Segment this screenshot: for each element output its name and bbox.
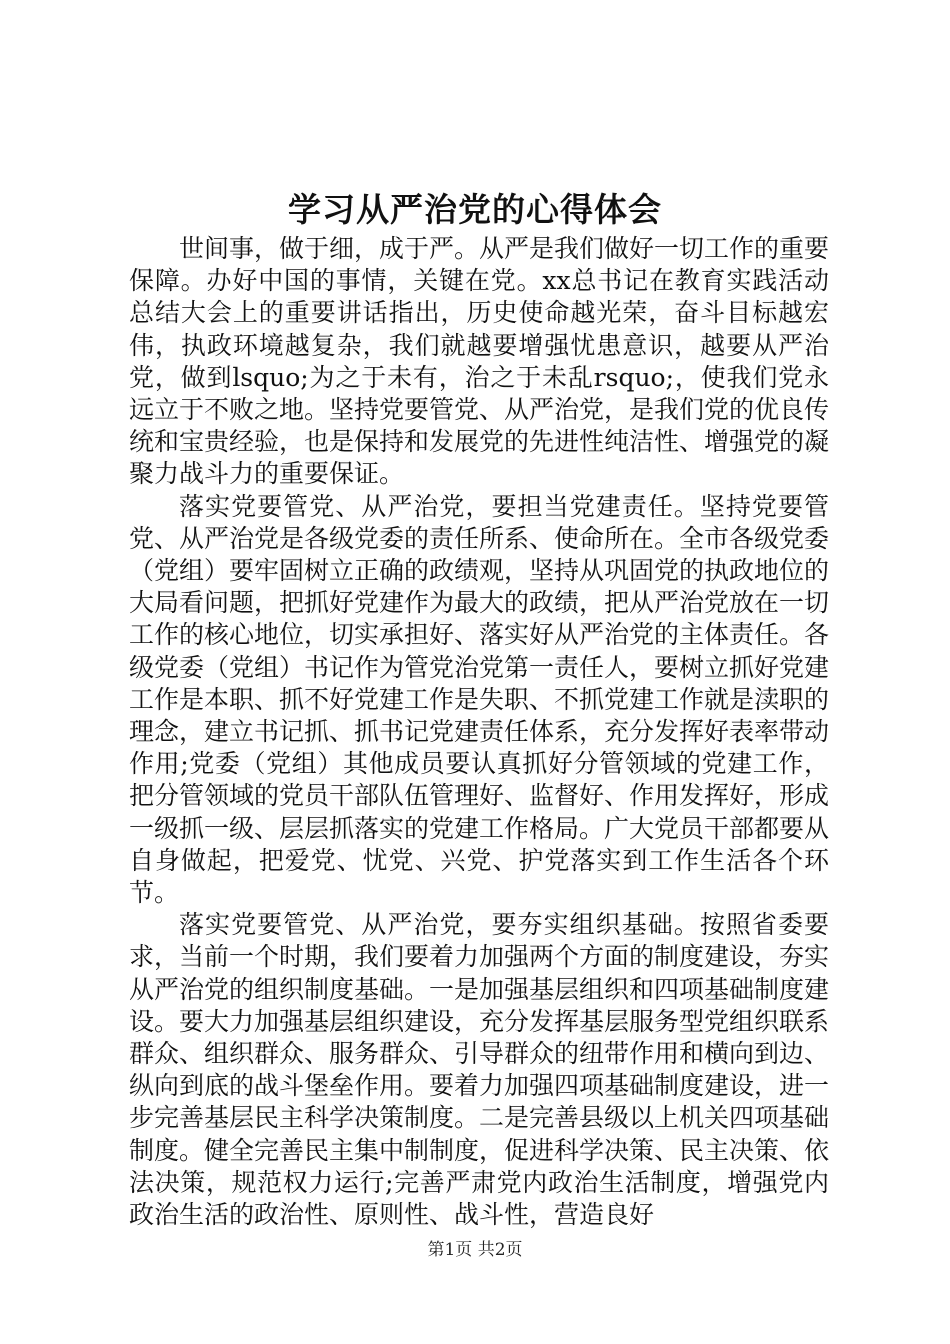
paragraph-3: 落实党要管党、从严治党，要夯实组织基础。按照省委要求，当前一个时期，我们要着力加强两个方面的制度建设，夯实从严治党的组织制度基础。一是加强基层组织和四项基础制度建设。要大力加强基层组织建设，充分发挥基层服务型党组织联系群众、组织群众、服务群众、引导群众的纽带作用和横向到边、纵向到底的战斗堡垒作用。要着力加强四项基础制度建设，进一步完善基层民主科学决策制度。二是完善县级以上机关四项基础制度。健全完善民主集中制制度，促进科学决策、民主决策、依法决策，规范权力运行;完善严肃党内政治生活制度，增强党内政治生活的政治性、原则性、战斗性，营造良好	[129, 910, 830, 1230]
paragraph-2: 落实党要管党、从严治党，要担当党建责任。坚持党要管党、从严治党是各级党委的责任所系、使命所在。全市各级党委（党组）要牢固树立正确的政绩观，坚持从巩固党的执政地位的大局看问题，把抓好党建作为最大的政绩，把从严治党放在一切工作的核心地位，切实承担好、落实好从严治党的主体责任。各级党委（党组）书记作为管党治党第一责任人，要树立抓好党建工作是本职、抓不好党建工作是失职、不抓党建工作就是渎职的理念，建立书记抓、抓书记党建责任体系，充分发挥好表率带动作用;党委（党组）其他成员要认真抓好分管领域的党建工作，把分管领域的党员干部队伍管理好、监督好、作用发挥好，形成一级抓一级、层层抓落实的党建工作格局。广大党员干部都要从自身做起，把爱党、忧党、兴党、护党落实到工作生活各个环节。	[129, 491, 830, 908]
paragraph-1: 世间事，做于细，成于严。从严是我们做好一切工作的重要保障。办好中国的事情，关键在党。xx总书记在教育实践活动总结大会上的重要讲话指出，历史使命越光荣，奋斗目标越宏伟，执政环境越复杂，我们就越要增强忧患意识，越要从严治党，做到lsquo;为之于未有，治之于未乱rsquo;，使我们党永远立于不败之地。坚持党要管党、从严治党，是我们党的优良传统和宝贵经验，也是保持和发展党的先进性纯洁性、增强党的凝聚力战斗力的重要保证。	[129, 234, 830, 489]
page-number-footer: 第1页 共2页	[427, 1240, 523, 1260]
document-body	[129, 233, 829, 1231]
document-title: 学习从严治党的心得体会	[288, 190, 662, 229]
